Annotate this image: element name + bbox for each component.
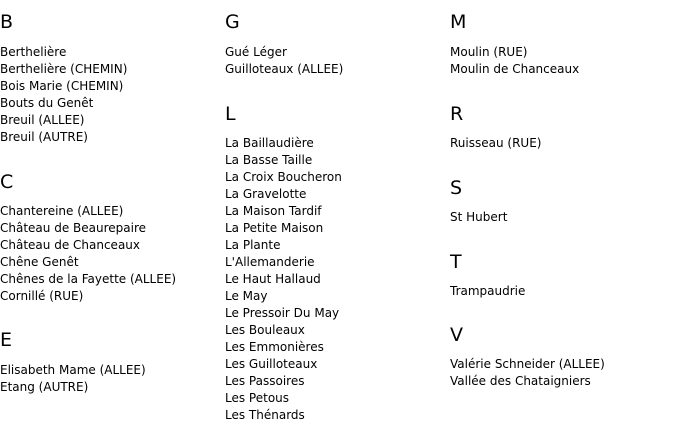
- letter-heading-s: S: [450, 177, 463, 199]
- letter-heading-g: G: [225, 11, 240, 33]
- street-link[interactable]: Chênes de la Fayette (ALLEE): [0, 272, 177, 286]
- street-link[interactable]: Les Bouleaux: [225, 323, 305, 337]
- street-list-t: [450, 283, 525, 300]
- street-link[interactable]: Berthelière (CHEMIN): [0, 62, 128, 76]
- letter-heading-m: M: [450, 11, 467, 33]
- street-link[interactable]: Château de Beaurepaire: [0, 221, 146, 235]
- street-link[interactable]: Ruisseau (RUE): [450, 136, 542, 150]
- street-link[interactable]: Elisabeth Mame (ALLEE): [0, 363, 146, 377]
- street-link[interactable]: Les Petous: [225, 391, 290, 405]
- street-link[interactable]: La Baillaudière: [225, 136, 314, 150]
- street-list-c: [0, 203, 176, 305]
- street-link[interactable]: Moulin de Chanceaux: [450, 62, 580, 76]
- street-list-s: [450, 209, 507, 226]
- letter-heading-c: C: [0, 171, 14, 193]
- letter-heading-t: T: [450, 251, 462, 273]
- street-link[interactable]: Trampaudrie: [450, 284, 526, 298]
- street-link[interactable]: Berthelière: [0, 45, 67, 59]
- street-list-e: [0, 362, 146, 396]
- street-link[interactable]: Guilloteaux (ALLEE): [225, 62, 344, 76]
- street-link[interactable]: Valérie Schneider (ALLEE): [450, 357, 605, 371]
- street-link[interactable]: Breuil (ALLEE): [0, 113, 85, 127]
- street-link[interactable]: Le Haut Hallaud: [225, 272, 321, 286]
- street-link[interactable]: Gué Léger: [225, 45, 287, 59]
- street-link[interactable]: Les Emmonières: [225, 340, 324, 354]
- street-link[interactable]: Château de Chanceaux: [0, 238, 140, 252]
- street-link[interactable]: Les Thénards: [225, 408, 305, 422]
- street-link[interactable]: Le Pressoir Du May: [225, 306, 340, 320]
- letter-heading-e: E: [0, 329, 13, 351]
- street-link[interactable]: La Maison Tardif: [225, 204, 322, 218]
- street-list-b: [0, 44, 127, 146]
- street-link[interactable]: La Gravelotte: [225, 187, 307, 201]
- street-link[interactable]: La Plante: [225, 238, 281, 252]
- street-link[interactable]: Vallée des Chataigniers: [450, 374, 591, 388]
- street-link[interactable]: Bois Marie (CHEMIN): [0, 79, 124, 93]
- street-link[interactable]: Les Guilloteaux: [225, 357, 318, 371]
- street-link[interactable]: Les Passoires: [225, 374, 305, 388]
- street-link[interactable]: St Hubert: [450, 210, 508, 224]
- street-list-m: [450, 44, 579, 78]
- street-list-r: [450, 135, 541, 152]
- street-link[interactable]: Bouts du Genêt: [0, 96, 94, 110]
- street-link[interactable]: La Basse Taille: [225, 153, 313, 167]
- street-link[interactable]: La Petite Maison: [225, 221, 324, 235]
- street-list-l: [225, 135, 342, 424]
- street-link[interactable]: Chantereine (ALLEE): [0, 204, 124, 218]
- letter-heading-b: B: [0, 11, 14, 33]
- street-link[interactable]: La Croix Boucheron: [225, 170, 342, 184]
- street-link[interactable]: Moulin (RUE): [450, 45, 528, 59]
- street-link[interactable]: Breuil (AUTRE): [0, 130, 88, 144]
- street-link[interactable]: Cornillé (RUE): [0, 289, 84, 303]
- street-list-v: [450, 356, 605, 390]
- street-link[interactable]: L'Allemanderie: [225, 255, 315, 269]
- letter-heading-r: R: [450, 103, 464, 125]
- street-link[interactable]: Le May: [225, 289, 268, 303]
- street-link[interactable]: Etang (AUTRE): [0, 380, 89, 394]
- street-link[interactable]: Chêne Genêt: [0, 255, 79, 269]
- letter-heading-v: V: [450, 324, 463, 346]
- street-list-g: [225, 44, 343, 78]
- letter-heading-l: L: [225, 103, 236, 125]
